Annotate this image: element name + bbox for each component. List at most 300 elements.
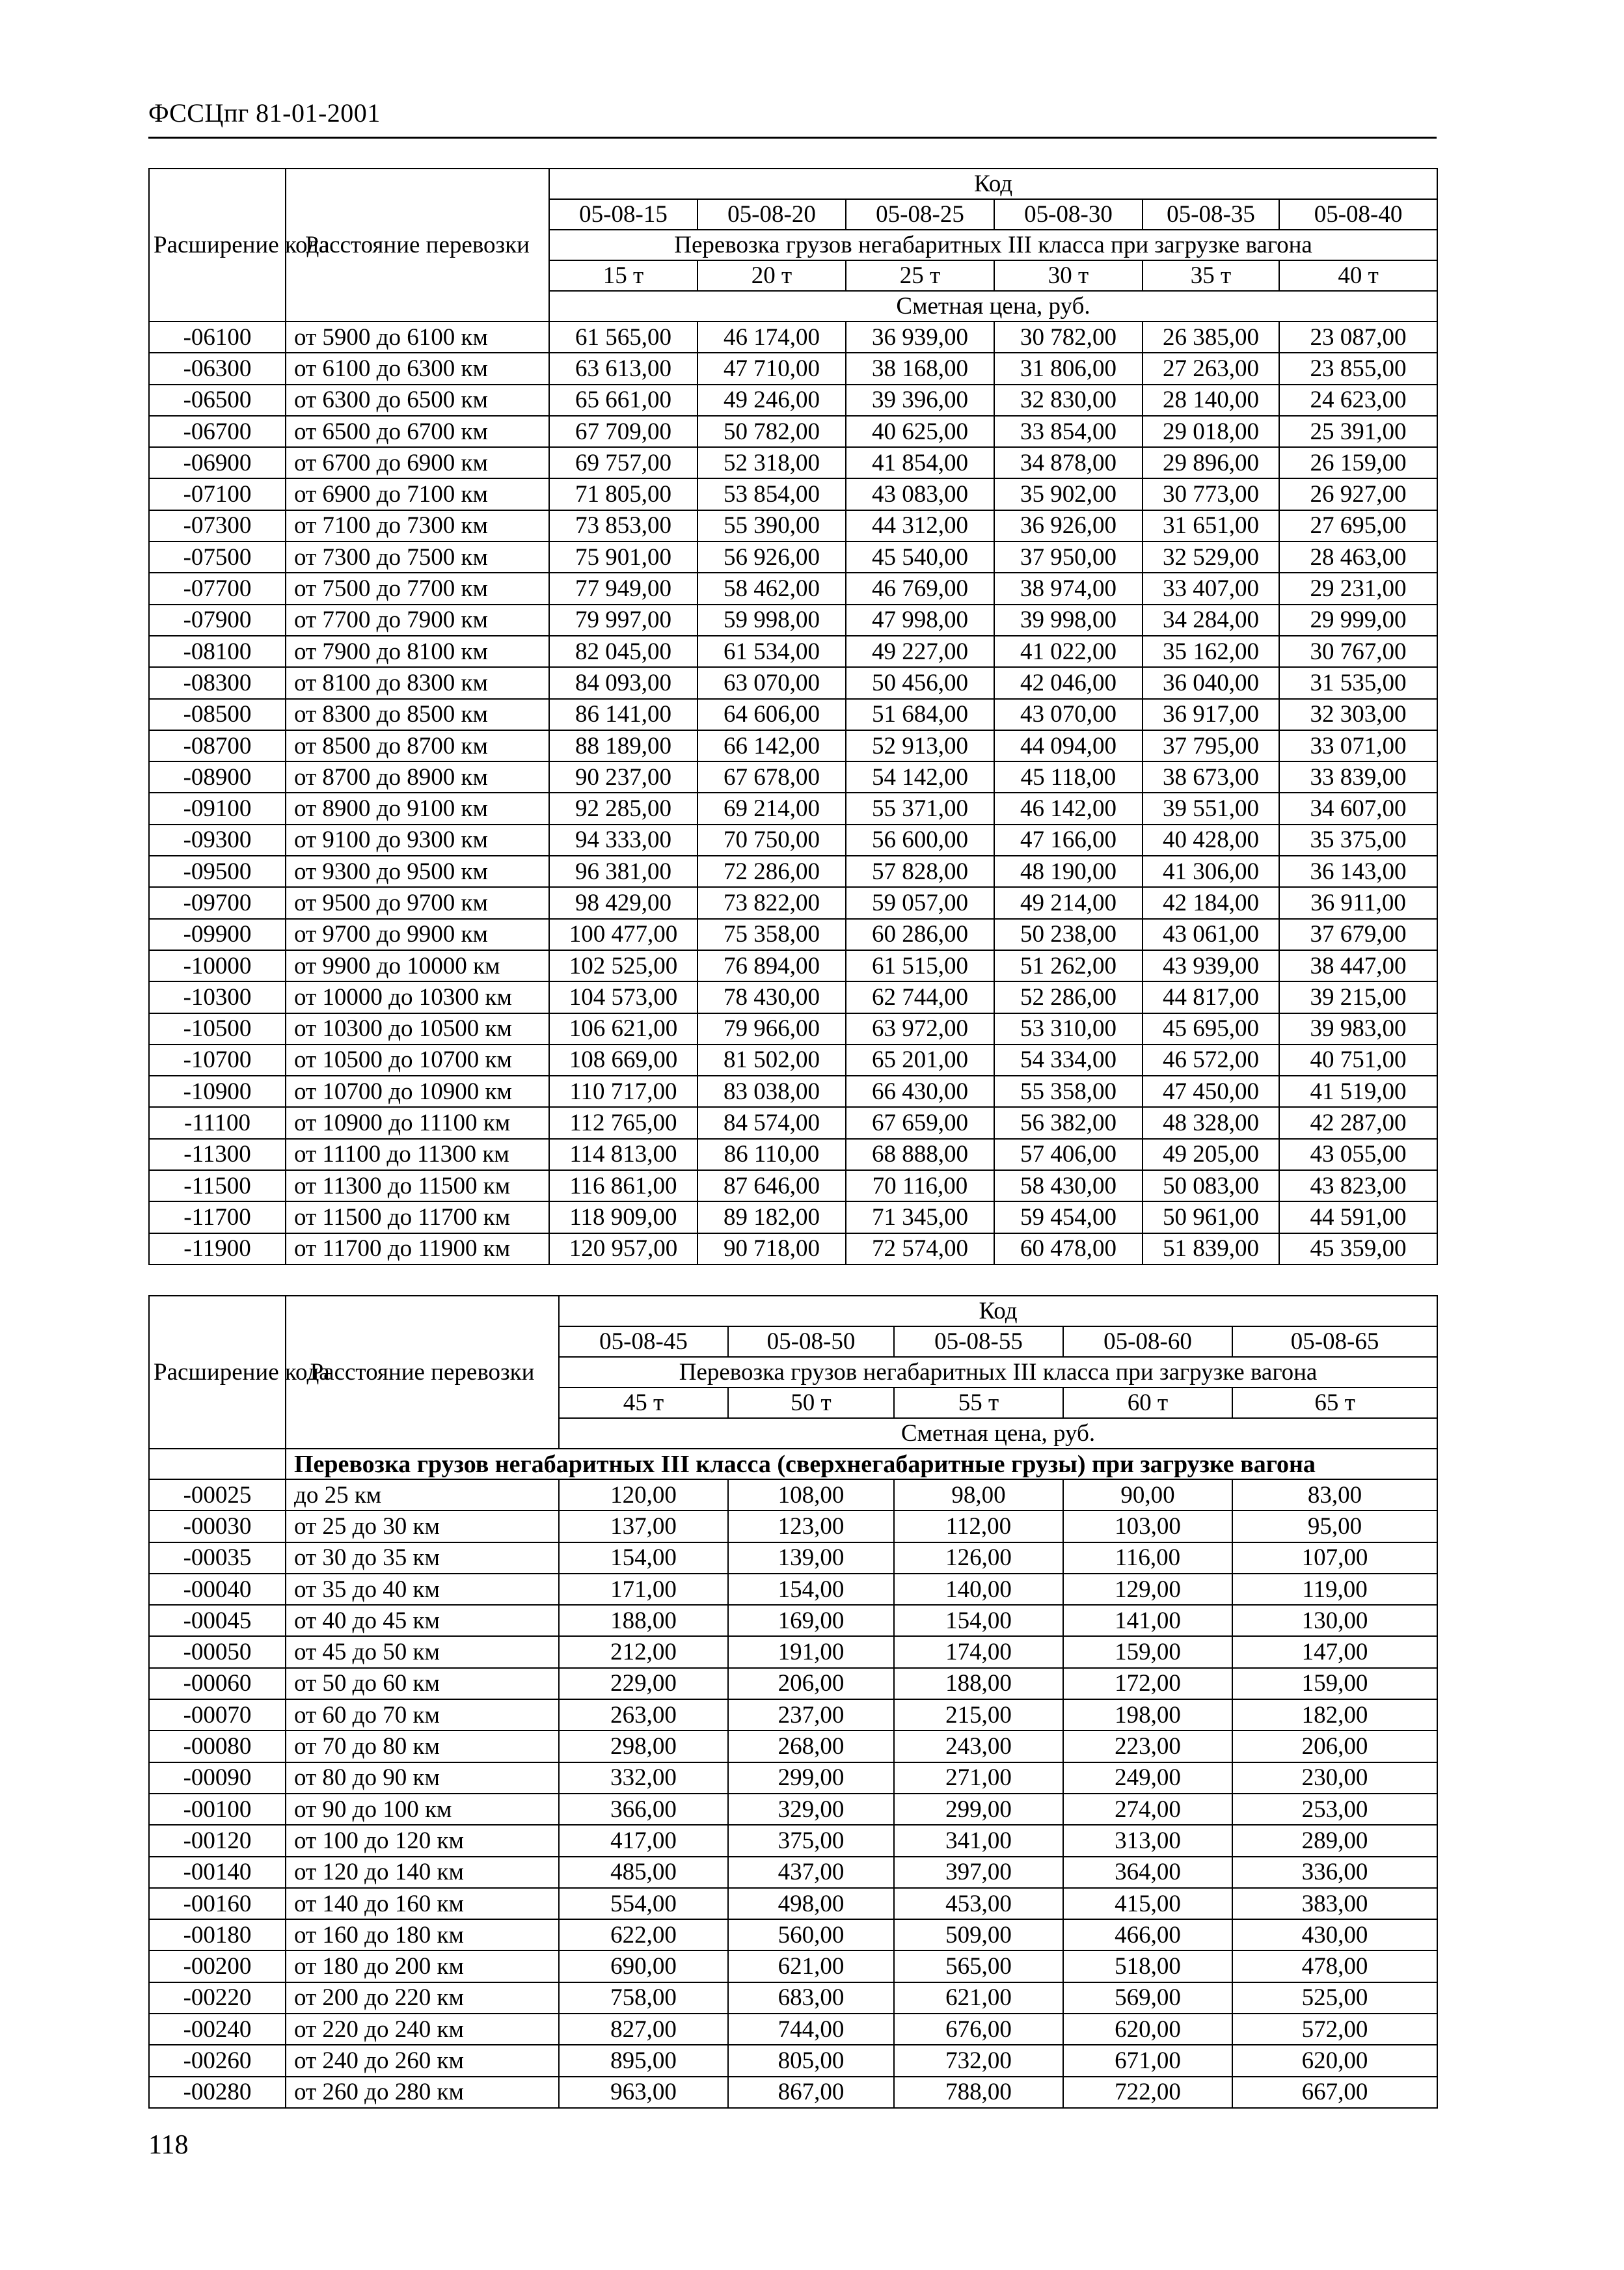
price-cell: 32 303,00 (1279, 699, 1437, 730)
price-cell: 63 613,00 (549, 353, 697, 384)
code-extension-cell: -00240 (149, 2014, 286, 2045)
price-cell: 62 744,00 (846, 981, 994, 1013)
price-cell: 182,00 (1232, 1699, 1437, 1730)
price-cell: 430,00 (1232, 1919, 1437, 1950)
distance-cell: от 50 до 60 км (286, 1668, 559, 1699)
price-cell: 116,00 (1063, 1542, 1232, 1574)
price-cell: 147,00 (1232, 1636, 1437, 1667)
price-cell: 79 997,00 (549, 605, 697, 636)
table-row (149, 1794, 1437, 1825)
price-cell: 35 902,00 (994, 478, 1143, 510)
document-header: ФССЦпг 81-01-2001 (148, 98, 381, 128)
weight-header: 65 т (1232, 1388, 1437, 1418)
code-extension-cell: -08900 (149, 761, 286, 793)
price-cell: 72 574,00 (846, 1233, 994, 1265)
code-extension-cell: -00060 (149, 1668, 286, 1699)
price-cell: 565,00 (894, 1950, 1063, 1982)
price-cell: 58 430,00 (994, 1170, 1143, 1201)
code-extension-cell: -00160 (149, 1888, 286, 1919)
price-cell: 108,00 (728, 1479, 894, 1511)
price-cell: 72 286,00 (697, 856, 846, 887)
distance-cell: от 10500 до 10700 км (286, 1045, 549, 1076)
price-cell: 86 141,00 (549, 699, 697, 730)
price-cell: 47 450,00 (1143, 1076, 1279, 1107)
price-cell: 206,00 (1232, 1730, 1437, 1762)
price-cell: 50 782,00 (697, 416, 846, 447)
price-cell: 215,00 (894, 1699, 1063, 1730)
distance-cell: от 6700 до 6900 км (286, 447, 549, 478)
price-cell: 67 659,00 (846, 1107, 994, 1138)
table-row (149, 1107, 1437, 1138)
price-cell: 52 286,00 (994, 981, 1143, 1013)
price-cell: 744,00 (728, 2014, 894, 2045)
code-extension-cell: -00100 (149, 1794, 286, 1825)
table-row (149, 541, 1437, 573)
price-cell: 35 162,00 (1143, 636, 1279, 667)
price-cell: 56 600,00 (846, 825, 994, 856)
price-cell: 130,00 (1232, 1605, 1437, 1636)
weight-header: 40 т (1279, 260, 1437, 291)
price-cell: 29 896,00 (1143, 447, 1279, 478)
price-cell: 71 345,00 (846, 1201, 994, 1233)
price-cell: 46 142,00 (994, 793, 1143, 824)
page-number: 118 (148, 2130, 189, 2160)
code-extension-cell: -08700 (149, 730, 286, 761)
price-cell: 50 238,00 (994, 919, 1143, 950)
table-row (149, 385, 1437, 416)
price-cell: 375,00 (728, 1825, 894, 1856)
distance-cell: от 45 до 50 км (286, 1636, 559, 1667)
price-cell: 206,00 (728, 1668, 894, 1699)
code-extension-cell: -00120 (149, 1825, 286, 1856)
price-cell: 139,00 (728, 1542, 894, 1574)
distance-cell: от 8900 до 9100 км (286, 793, 549, 824)
table-row (149, 321, 1437, 353)
price-cell: 30 782,00 (994, 321, 1143, 353)
price-cell: 26 927,00 (1279, 478, 1437, 510)
distance-cell: от 120 до 140 км (286, 1857, 559, 1888)
price-cell: 51 839,00 (1143, 1233, 1279, 1265)
price-label: Сметная цена, руб. (549, 291, 1437, 321)
distance-cell: от 8700 до 8900 км (286, 761, 549, 793)
table-row (149, 416, 1437, 447)
price-cell: 397,00 (894, 1857, 1063, 1888)
code-extension-cell: -00220 (149, 1982, 286, 2014)
price-cell: 76 894,00 (697, 950, 846, 981)
price-cell: 38 447,00 (1279, 950, 1437, 981)
distance-cell: от 180 до 200 км (286, 1950, 559, 1982)
code-extension-cell: -08100 (149, 636, 286, 667)
price-cell: 100 477,00 (549, 919, 697, 950)
distance-cell: от 10700 до 10900 км (286, 1076, 549, 1107)
price-cell: 274,00 (1063, 1794, 1232, 1825)
distance-cell: от 160 до 180 км (286, 1919, 559, 1950)
price-cell: 110 717,00 (549, 1076, 697, 1107)
price-cell: 554,00 (559, 1888, 728, 1919)
weight-header: 50 т (728, 1388, 894, 1418)
code-header: 05-08-50 (728, 1326, 894, 1357)
distance-cell: от 7900 до 8100 км (286, 636, 549, 667)
price-cell: 43 939,00 (1143, 950, 1279, 981)
distance-cell: от 6100 до 6300 км (286, 353, 549, 384)
price-cell: 104 573,00 (549, 981, 697, 1013)
price-cell: 55 390,00 (697, 510, 846, 541)
price-cell: 31 535,00 (1279, 667, 1437, 698)
price-cell: 174,00 (894, 1636, 1063, 1667)
price-cell: 79 966,00 (697, 1013, 846, 1045)
table-row (149, 1076, 1437, 1107)
code-extension-cell: -00030 (149, 1511, 286, 1542)
price-cell: 667,00 (1232, 2077, 1437, 2108)
code-extension-cell: -00080 (149, 1730, 286, 1762)
price-cell: 171,00 (559, 1574, 728, 1605)
table-row (149, 1139, 1437, 1170)
price-cell: 43 070,00 (994, 699, 1143, 730)
code-extension-cell: -00200 (149, 1950, 286, 1982)
price-cell: 54 142,00 (846, 761, 994, 793)
price-cell: 86 110,00 (697, 1139, 846, 1170)
price-cell: 106 621,00 (549, 1013, 697, 1045)
distance-cell: от 10300 до 10500 км (286, 1013, 549, 1045)
code-extension-cell: -00035 (149, 1542, 286, 1574)
code-extension-cell: -07100 (149, 478, 286, 510)
price-cell: 36 143,00 (1279, 856, 1437, 887)
price-cell: 140,00 (894, 1574, 1063, 1605)
table-row (149, 636, 1437, 667)
price-cell: 69 214,00 (697, 793, 846, 824)
code-extension-cell: -11300 (149, 1139, 286, 1170)
code-extension-cell: -11100 (149, 1107, 286, 1138)
price-cell: 66 142,00 (697, 730, 846, 761)
price-cell: 46 572,00 (1143, 1045, 1279, 1076)
weight-header: 45 т (559, 1388, 728, 1418)
price-cell: 42 287,00 (1279, 1107, 1437, 1138)
code-extension-cell: -00140 (149, 1857, 286, 1888)
price-cell: 63 070,00 (697, 667, 846, 698)
distance-cell: от 260 до 280 км (286, 2077, 559, 2108)
distance-cell: от 10900 до 11100 км (286, 1107, 549, 1138)
distance-cell: от 30 до 35 км (286, 1542, 559, 1574)
price-cell: 299,00 (728, 1762, 894, 1794)
distance-cell: от 6500 до 6700 км (286, 416, 549, 447)
price-cell: 963,00 (559, 2077, 728, 2108)
price-cell: 66 430,00 (846, 1076, 994, 1107)
price-cell: 237,00 (728, 1699, 894, 1730)
price-cell: 827,00 (559, 2014, 728, 2045)
price-cell: 69 757,00 (549, 447, 697, 478)
price-cell: 73 822,00 (697, 887, 846, 918)
price-cell: 84 093,00 (549, 667, 697, 698)
price-cell: 805,00 (728, 2045, 894, 2076)
price-cell: 40 428,00 (1143, 825, 1279, 856)
price-cell: 75 358,00 (697, 919, 846, 950)
price-cell: 49 227,00 (846, 636, 994, 667)
price-cell: 61 565,00 (549, 321, 697, 353)
price-cell: 36 926,00 (994, 510, 1143, 541)
price-cell: 41 022,00 (994, 636, 1143, 667)
distance-cell: от 35 до 40 км (286, 1574, 559, 1605)
price-cell: 159,00 (1232, 1668, 1437, 1699)
weight-header: 35 т (1143, 260, 1279, 291)
price-cell: 525,00 (1232, 1982, 1437, 2014)
table-row (149, 825, 1437, 856)
price-cell: 24 623,00 (1279, 385, 1437, 416)
price-cell: 57 828,00 (846, 856, 994, 887)
price-cell: 620,00 (1232, 2045, 1437, 2076)
price-cell: 33 839,00 (1279, 761, 1437, 793)
code-extension-cell: -10500 (149, 1013, 286, 1045)
price-cell: 81 502,00 (697, 1045, 846, 1076)
distance-cell: от 9100 до 9300 км (286, 825, 549, 856)
code-header: 05-08-40 (1279, 199, 1437, 230)
price-cell: 53 854,00 (697, 478, 846, 510)
code-extension-cell: -11700 (149, 1201, 286, 1233)
price-cell: 83 038,00 (697, 1076, 846, 1107)
distance-cell: от 9300 до 9500 км (286, 856, 549, 887)
code-extension-cell: -00050 (149, 1636, 286, 1667)
table-row (149, 761, 1437, 793)
price-cell: 169,00 (728, 1605, 894, 1636)
price-cell: 65 201,00 (846, 1045, 994, 1076)
price-cell: 560,00 (728, 1919, 894, 1950)
code-extension-cell: -00090 (149, 1762, 286, 1794)
table-row (149, 1542, 1437, 1574)
table-row (149, 2014, 1437, 2045)
price-cell: 198,00 (1063, 1699, 1232, 1730)
table-row (149, 1170, 1437, 1201)
weight-header: 30 т (994, 260, 1143, 291)
price-cell: 676,00 (894, 2014, 1063, 2045)
price-cell: 44 817,00 (1143, 981, 1279, 1013)
price-cell: 154,00 (728, 1574, 894, 1605)
distance-cell: до 25 км (286, 1479, 559, 1511)
table-row (149, 919, 1437, 950)
price-cell: 437,00 (728, 1857, 894, 1888)
code-group-header: Код (559, 1296, 1437, 1326)
table-row (149, 1762, 1437, 1794)
price-cell: 289,00 (1232, 1825, 1437, 1856)
code-extension-cell: -08500 (149, 699, 286, 730)
price-cell: 298,00 (559, 1730, 728, 1762)
price-cell: 50 961,00 (1143, 1201, 1279, 1233)
price-cell: 154,00 (894, 1605, 1063, 1636)
code-extension-cell: -10900 (149, 1076, 286, 1107)
price-cell: 30 773,00 (1143, 478, 1279, 510)
price-cell: 46 174,00 (697, 321, 846, 353)
transport-subtitle: Перевозка грузов негабаритных III класса при загрузке вагона (549, 230, 1437, 260)
price-cell: 690,00 (559, 1950, 728, 1982)
distance-cell: от 220 до 240 км (286, 2014, 559, 2045)
price-cell: 39 551,00 (1143, 793, 1279, 824)
price-cell: 33 854,00 (994, 416, 1143, 447)
code-extension-cell: -07300 (149, 510, 286, 541)
section-title-spacer (149, 1449, 286, 1479)
distance-cell: от 40 до 45 км (286, 1605, 559, 1636)
price-cell: 417,00 (559, 1825, 728, 1856)
code-header: 05-08-65 (1232, 1326, 1437, 1357)
price-cell: 466,00 (1063, 1919, 1232, 1950)
price-cell: 28 463,00 (1279, 541, 1437, 573)
price-cell: 620,00 (1063, 2014, 1232, 2045)
price-cell: 27 695,00 (1279, 510, 1437, 541)
price-cell: 336,00 (1232, 1857, 1437, 1888)
price-cell: 43 083,00 (846, 478, 994, 510)
price-cell: 43 823,00 (1279, 1170, 1437, 1201)
code-extension-cell: -10300 (149, 981, 286, 1013)
price-cell: 364,00 (1063, 1857, 1232, 1888)
price-cell: 313,00 (1063, 1825, 1232, 1856)
price-cell: 64 606,00 (697, 699, 846, 730)
price-cell: 71 805,00 (549, 478, 697, 510)
price-cell: 229,00 (559, 1668, 728, 1699)
price-cell: 73 853,00 (549, 510, 697, 541)
price-cell: 249,00 (1063, 1762, 1232, 1794)
price-cell: 263,00 (559, 1699, 728, 1730)
price-cell: 159,00 (1063, 1636, 1232, 1667)
price-cell: 31 651,00 (1143, 510, 1279, 541)
distance-cell: от 9500 до 9700 км (286, 887, 549, 918)
code-extension-cell: -00025 (149, 1479, 286, 1511)
price-cell: 453,00 (894, 1888, 1063, 1919)
price-cell: 60 286,00 (846, 919, 994, 950)
price-cell: 39 215,00 (1279, 981, 1437, 1013)
weight-header: 25 т (846, 260, 994, 291)
price-cell: 191,00 (728, 1636, 894, 1667)
price-cell: 332,00 (559, 1762, 728, 1794)
price-cell: 671,00 (1063, 2045, 1232, 2076)
code-extension-cell: -06700 (149, 416, 286, 447)
table-row (149, 667, 1437, 698)
price-cell: 102 525,00 (549, 950, 697, 981)
code-extension-cell: -06100 (149, 321, 286, 353)
price-cell: 341,00 (894, 1825, 1063, 1856)
price-cell: 35 375,00 (1279, 825, 1437, 856)
price-cell: 41 854,00 (846, 447, 994, 478)
price-cell: 67 678,00 (697, 761, 846, 793)
code-extension-cell: -06300 (149, 353, 286, 384)
price-cell: 56 382,00 (994, 1107, 1143, 1138)
price-cell: 103,00 (1063, 1511, 1232, 1542)
code-extension-cell: -06500 (149, 385, 286, 416)
price-table-2 (148, 1295, 1438, 2109)
price-cell: 45 359,00 (1279, 1233, 1437, 1265)
price-cell: 212,00 (559, 1636, 728, 1667)
price-cell: 48 190,00 (994, 856, 1143, 887)
price-cell: 26 385,00 (1143, 321, 1279, 353)
price-cell: 59 057,00 (846, 887, 994, 918)
price-cell: 90 237,00 (549, 761, 697, 793)
distance-cell: от 25 до 30 км (286, 1511, 559, 1542)
price-cell: 42 046,00 (994, 667, 1143, 698)
distance-cell: от 11300 до 11500 км (286, 1170, 549, 1201)
distance-cell: от 11500 до 11700 км (286, 1201, 549, 1233)
price-cell: 38 168,00 (846, 353, 994, 384)
code-header: 05-08-20 (697, 199, 846, 230)
distance-cell: от 6900 до 7100 км (286, 478, 549, 510)
table-row (149, 1201, 1437, 1233)
code-extension-cell: -09500 (149, 856, 286, 887)
price-cell: 366,00 (559, 1794, 728, 1825)
price-cell: 83,00 (1232, 1479, 1437, 1511)
distance-cell: от 140 до 160 км (286, 1888, 559, 1919)
price-cell: 95,00 (1232, 1511, 1437, 1542)
price-cell: 48 328,00 (1143, 1107, 1279, 1138)
price-cell: 78 430,00 (697, 981, 846, 1013)
price-cell: 49 246,00 (697, 385, 846, 416)
price-cell: 154,00 (559, 1542, 728, 1574)
price-cell: 65 661,00 (549, 385, 697, 416)
code-extension-cell: -11500 (149, 1170, 286, 1201)
price-cell: 188,00 (559, 1605, 728, 1636)
distance-cell: от 200 до 220 км (286, 1982, 559, 2014)
column-header-distance: Расстояние перевозки (286, 169, 549, 321)
price-cell: 243,00 (894, 1730, 1063, 1762)
price-cell: 37 950,00 (994, 541, 1143, 573)
price-cell: 33 407,00 (1143, 573, 1279, 604)
table-row (149, 1233, 1437, 1265)
price-cell: 329,00 (728, 1794, 894, 1825)
price-cell: 895,00 (559, 2045, 728, 2076)
code-header: 05-08-30 (994, 199, 1143, 230)
price-cell: 96 381,00 (549, 856, 697, 887)
distance-cell: от 9700 до 9900 км (286, 919, 549, 950)
distance-cell: от 9900 до 10000 км (286, 950, 549, 981)
price-cell: 98,00 (894, 1479, 1063, 1511)
column-header-extension: Расширение кода (149, 169, 286, 321)
price-cell: 92 285,00 (549, 793, 697, 824)
table-row (149, 1511, 1437, 1542)
price-cell: 47 166,00 (994, 825, 1143, 856)
price-cell: 70 116,00 (846, 1170, 994, 1201)
price-cell: 90,00 (1063, 1479, 1232, 1511)
price-cell: 114 813,00 (549, 1139, 697, 1170)
price-cell: 29 231,00 (1279, 573, 1437, 604)
price-cell: 42 184,00 (1143, 887, 1279, 918)
price-cell: 31 806,00 (994, 353, 1143, 384)
price-cell: 41 306,00 (1143, 856, 1279, 887)
code-extension-cell: -00180 (149, 1919, 286, 1950)
code-header: 05-08-25 (846, 199, 994, 230)
table-row (149, 1013, 1437, 1045)
price-cell: 34 607,00 (1279, 793, 1437, 824)
price-cell: 34 878,00 (994, 447, 1143, 478)
table-row (149, 605, 1437, 636)
code-extension-cell: -10000 (149, 950, 286, 981)
price-cell: 52 913,00 (846, 730, 994, 761)
price-cell: 137,00 (559, 1511, 728, 1542)
price-cell: 61 534,00 (697, 636, 846, 667)
price-cell: 49 214,00 (994, 887, 1143, 918)
distance-cell: от 90 до 100 км (286, 1794, 559, 1825)
price-cell: 26 159,00 (1279, 447, 1437, 478)
price-cell: 27 263,00 (1143, 353, 1279, 384)
price-cell: 45 118,00 (994, 761, 1143, 793)
price-table-1 (148, 168, 1438, 1265)
price-cell: 38 974,00 (994, 573, 1143, 604)
code-extension-cell: -07700 (149, 573, 286, 604)
price-label: Сметная цена, руб. (559, 1418, 1437, 1449)
price-cell: 44 591,00 (1279, 1201, 1437, 1233)
price-cell: 36 911,00 (1279, 887, 1437, 918)
distance-cell: от 240 до 260 км (286, 2045, 559, 2076)
distance-cell: от 100 до 120 км (286, 1825, 559, 1856)
price-cell: 32 830,00 (994, 385, 1143, 416)
distance-cell: от 7500 до 7700 км (286, 573, 549, 604)
price-cell: 383,00 (1232, 1888, 1437, 1919)
table-row (149, 1825, 1437, 1856)
price-cell: 89 182,00 (697, 1201, 846, 1233)
price-cell: 44 094,00 (994, 730, 1143, 761)
